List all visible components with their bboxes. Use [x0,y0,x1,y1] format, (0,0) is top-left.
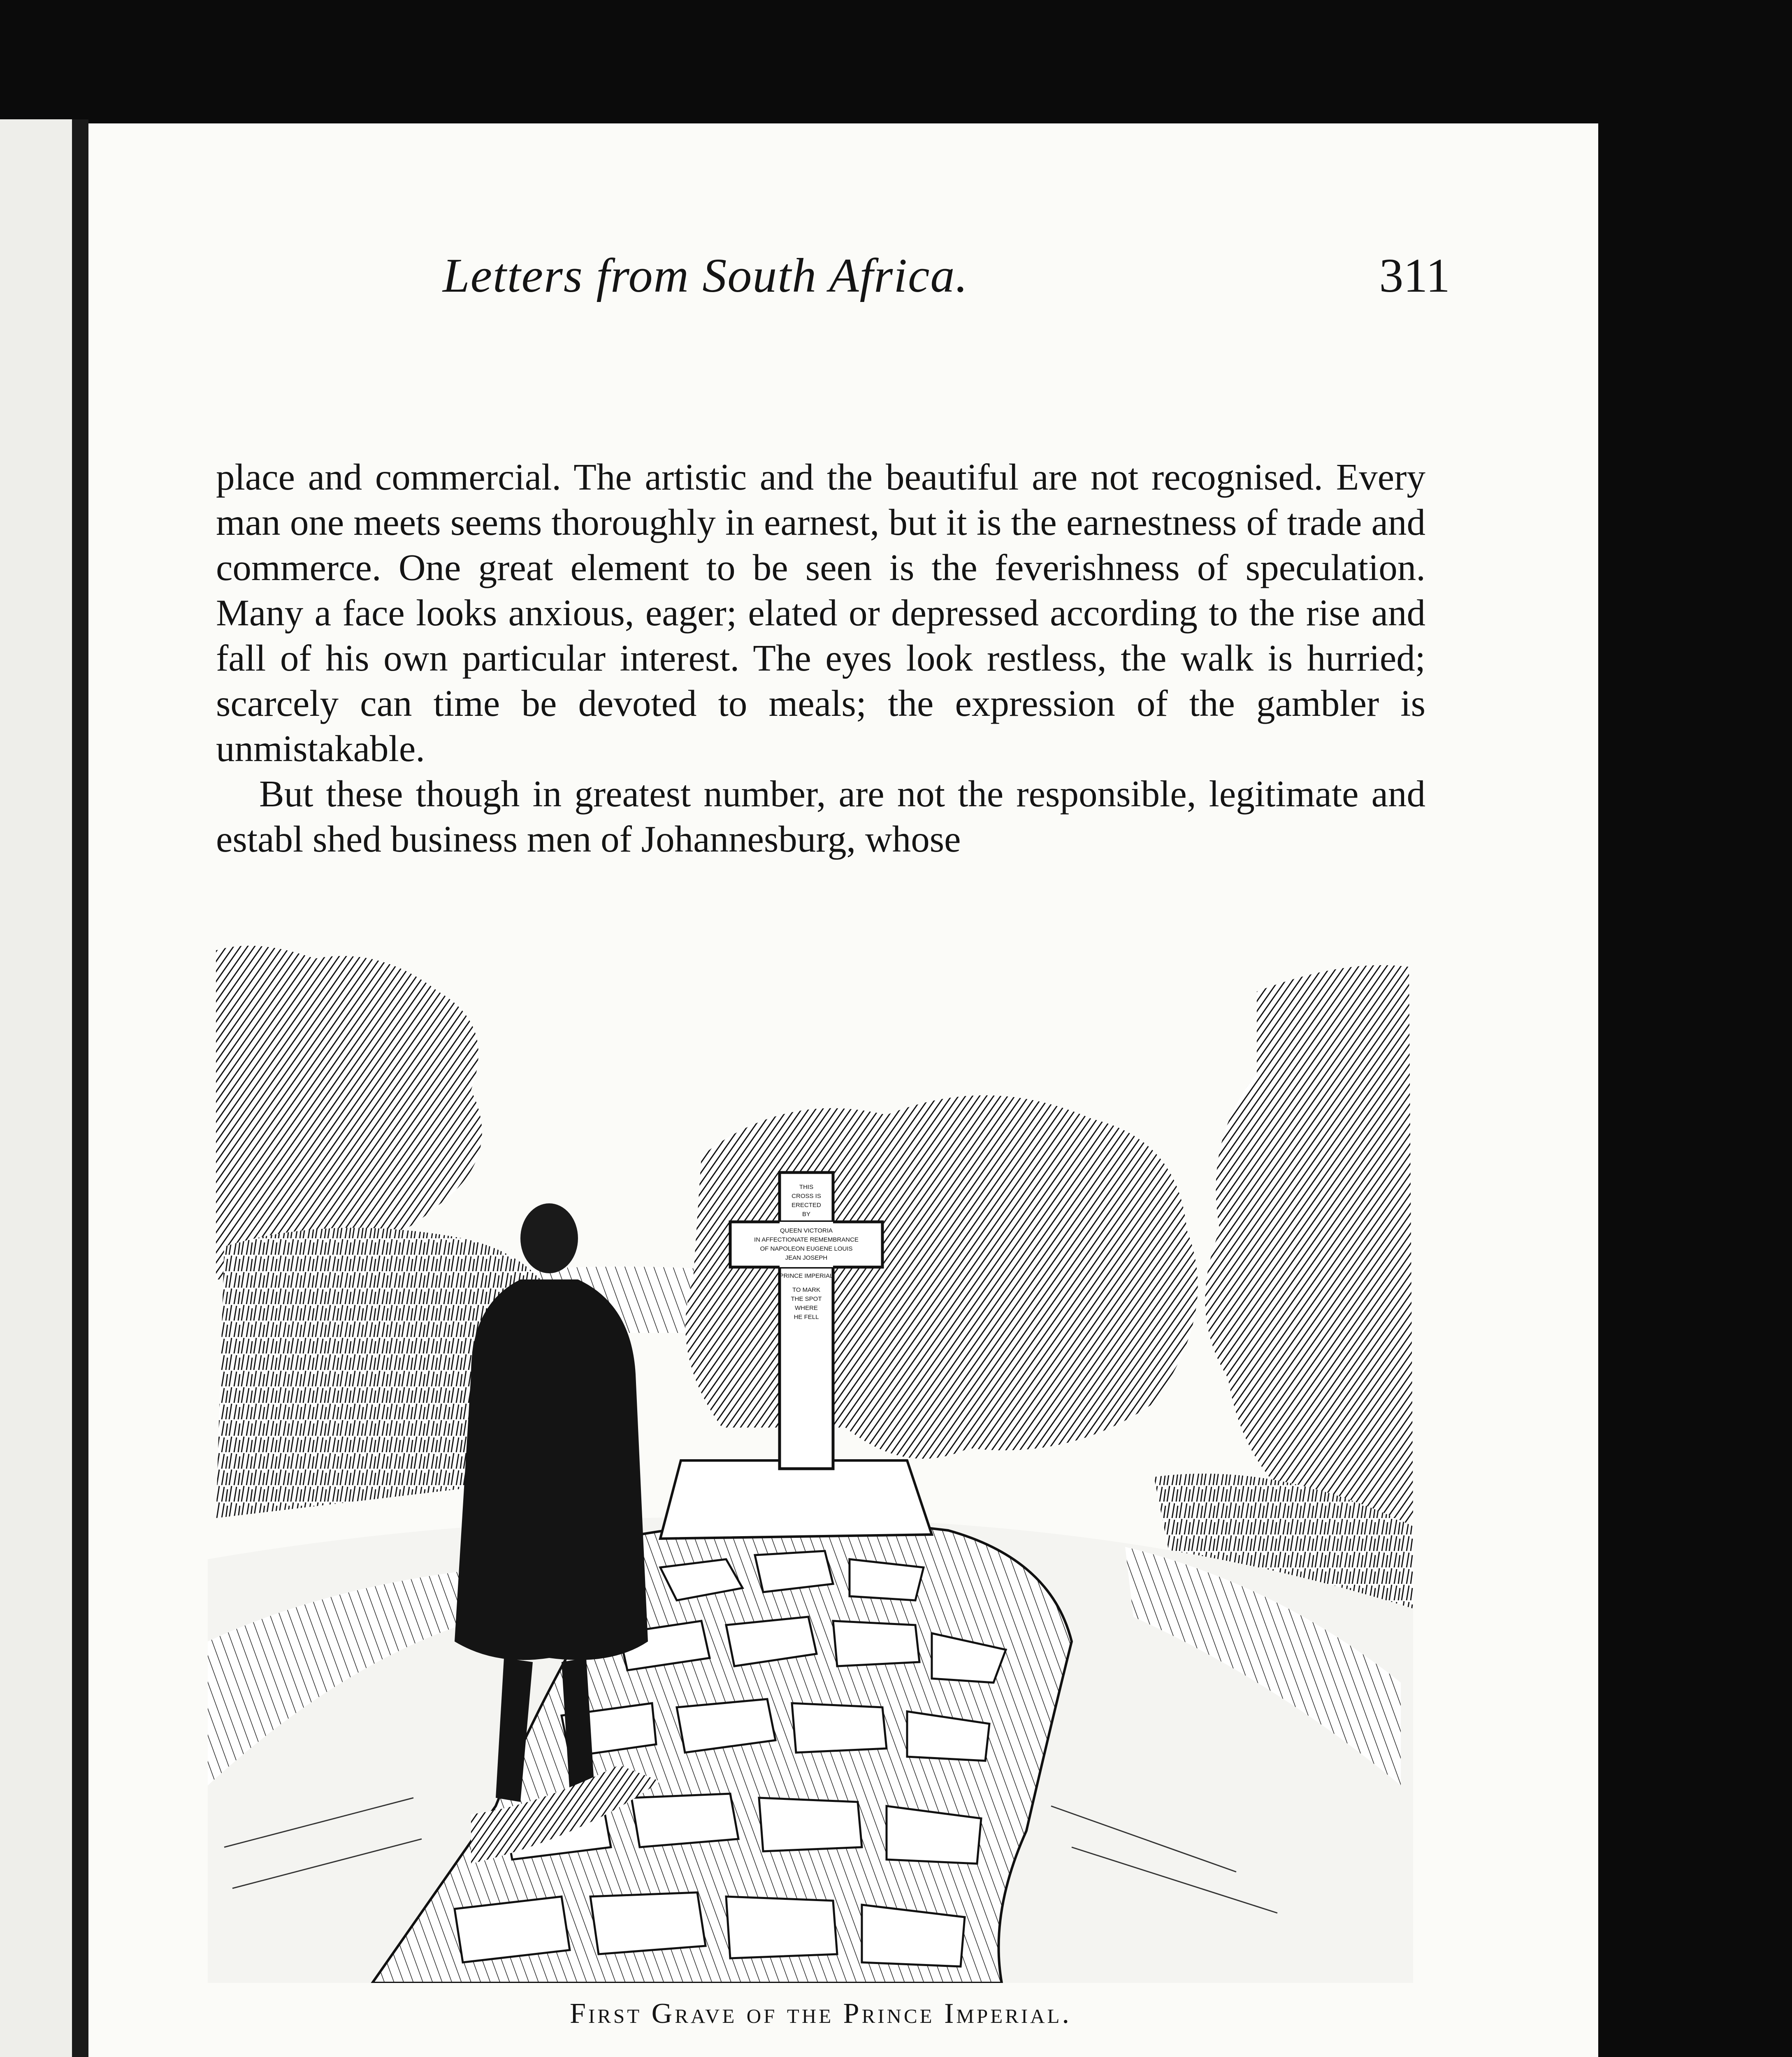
paragraph: place and commercial. The artistic and the beautiful are not recognised. Every man one meets seems thoroughly in earnest, but it is the earnestness of trade and commerce. One great element to be seen is the feverishness of speculation. Many a face looks anxious, eager; elated or depressed according to the rise and fall of his own particular interest. The eyes look restless, the walk is hurried; scarcely can time be devoted to meals; the expression of the gambler is unmistakable. [216,456,1425,769]
inscription-line: THIS [799,1184,814,1191]
inscription-line: TO MARK [792,1286,821,1293]
engraving-drawing [208,942,1421,1983]
book-page [88,123,1598,2057]
illustration-caption: First Grave of the Prince Imperial. [570,1998,1072,2029]
page-number: 311 [1379,248,1450,302]
paragraph: But these though in greatest number, are not the responsible, legitimate and establ shed business men of Johannesburg, whose [216,773,1425,860]
facing-page-edge [0,119,72,2057]
inscription-line: HE FELL [794,1314,819,1321]
inscription-line: JEAN JOSEPH [785,1254,828,1261]
inscription-line: QUEEN VICTORIA [780,1227,833,1234]
text-block-top [216,455,1425,862]
inscription-line: THE SPOT [791,1295,822,1302]
running-title: Letters from South Africa. [443,248,968,302]
central-bushes [685,1095,1198,1458]
inscription-line: IN AFFECTIONATE REMEMBRANCE [754,1236,859,1243]
inscription-line: ERECTED [792,1202,821,1209]
inscription-line: BY [802,1211,811,1218]
grave-illustration [208,942,1421,1983]
cross-base [660,1460,932,1539]
page-header [88,243,1598,309]
inscription-line: PRINCE IMPERIAL [779,1272,833,1279]
inscription-line: CROSS IS [792,1193,821,1200]
book-gutter [72,119,88,2057]
inscription-line: OF NAPOLEON EUGENE LOUIS [760,1245,853,1252]
inscription-line: WHERE [795,1305,818,1312]
